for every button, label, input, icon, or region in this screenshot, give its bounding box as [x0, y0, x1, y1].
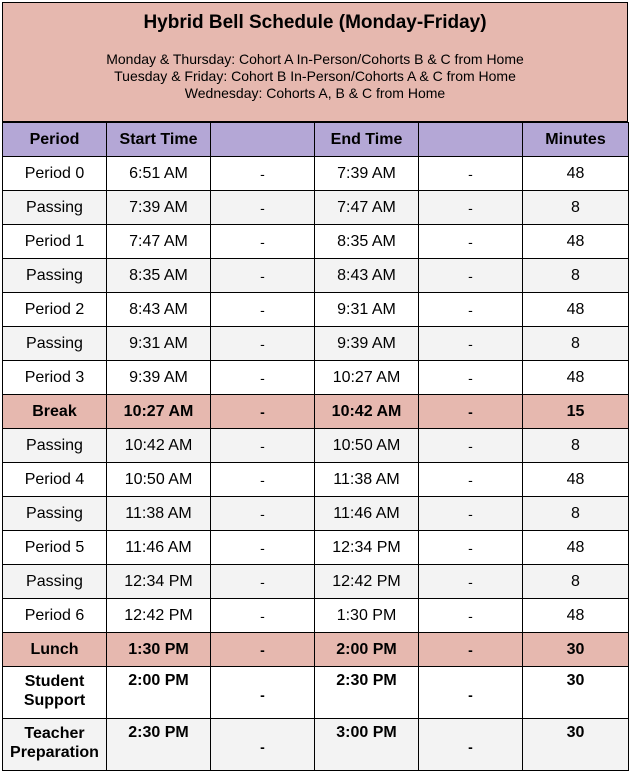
dash-cell: -: [419, 633, 523, 667]
period-cell: Lunch: [3, 633, 107, 667]
period-label-line: Student: [24, 673, 85, 690]
dash-cell: -: [211, 463, 315, 497]
bell-schedule-table: [2, 122, 629, 771]
start-cell: 2:30 PM: [107, 719, 211, 771]
end-cell: 10:50 AM: [315, 429, 419, 463]
header-start-time: Start Time: [107, 123, 211, 157]
dash-cell: -: [419, 259, 523, 293]
dash-cell: -: [211, 225, 315, 259]
table-row: [3, 157, 629, 191]
end-cell: 3:00 PM: [315, 719, 419, 771]
cohort-note: Monday & Thursday: Cohort A In-Person/Cohorts B & C from Home: [106, 51, 524, 67]
start-cell: 8:43 AM: [107, 293, 211, 327]
schedule-sheet: [2, 2, 628, 771]
table-row: [3, 361, 629, 395]
end-cell: 2:00 PM: [315, 633, 419, 667]
period-label-line: Teacher: [24, 725, 85, 742]
header-row: [3, 123, 629, 157]
header-period: Period: [3, 123, 107, 157]
dash-cell: -: [419, 599, 523, 633]
cohort-note: Tuesday & Friday: Cohort B In-Person/Cohorts A & C from Home: [114, 68, 516, 84]
dash-cell: -: [211, 599, 315, 633]
minutes-cell: 48: [523, 157, 629, 191]
end-cell: 10:27 AM: [315, 361, 419, 395]
period-label-line: Preparation: [10, 744, 99, 761]
dash-cell: -: [211, 191, 315, 225]
dash-cell: -: [419, 327, 523, 361]
dash-cell: -: [211, 719, 315, 771]
dash-cell: -: [419, 719, 523, 771]
end-cell: 2:30 PM: [315, 667, 419, 719]
end-cell: 7:47 AM: [315, 191, 419, 225]
schedule-title: Hybrid Bell Schedule (Monday-Friday): [143, 12, 487, 33]
dash-cell: -: [419, 463, 523, 497]
table-row: [3, 565, 629, 599]
end-cell: 7:39 AM: [315, 157, 419, 191]
dash-cell: -: [211, 633, 315, 667]
start-cell: 7:47 AM: [107, 225, 211, 259]
period-cell: [3, 667, 107, 719]
minutes-cell: 8: [523, 497, 629, 531]
header-separator: [419, 123, 523, 157]
minutes-cell: 48: [523, 531, 629, 565]
period-cell: Passing: [3, 565, 107, 599]
minutes-cell: 30: [523, 719, 629, 771]
table-row-student-support: [3, 667, 629, 719]
start-cell: 12:34 PM: [107, 565, 211, 599]
period-cell: Period 6: [3, 599, 107, 633]
dash-cell: -: [419, 225, 523, 259]
dash-cell: -: [211, 497, 315, 531]
table-row: [3, 293, 629, 327]
start-cell: 8:35 AM: [107, 259, 211, 293]
period-cell: Passing: [3, 497, 107, 531]
table-row: [3, 327, 629, 361]
start-cell: 10:50 AM: [107, 463, 211, 497]
minutes-cell: 30: [523, 667, 629, 719]
minutes-cell: 8: [523, 429, 629, 463]
table-row: [3, 463, 629, 497]
table-row: [3, 497, 629, 531]
table-row: [3, 531, 629, 565]
minutes-cell: 15: [523, 395, 629, 429]
table-row: [3, 429, 629, 463]
dash-cell: -: [211, 531, 315, 565]
dash-cell: -: [419, 429, 523, 463]
end-cell: 10:42 AM: [315, 395, 419, 429]
dash-cell: -: [211, 157, 315, 191]
header-separator: [211, 123, 315, 157]
period-cell: [3, 719, 107, 771]
minutes-cell: 8: [523, 565, 629, 599]
end-cell: 12:34 PM: [315, 531, 419, 565]
dash-cell: -: [419, 191, 523, 225]
end-cell: 8:35 AM: [315, 225, 419, 259]
dash-cell: -: [419, 667, 523, 719]
table-row-break: [3, 395, 629, 429]
start-cell: 10:42 AM: [107, 429, 211, 463]
start-cell: 11:38 AM: [107, 497, 211, 531]
header-minutes: Minutes: [523, 123, 629, 157]
start-cell: 1:30 PM: [107, 633, 211, 667]
minutes-cell: 48: [523, 599, 629, 633]
period-cell: Passing: [3, 259, 107, 293]
start-cell: 12:42 PM: [107, 599, 211, 633]
dash-cell: -: [211, 361, 315, 395]
end-cell: 9:39 AM: [315, 327, 419, 361]
dash-cell: -: [211, 327, 315, 361]
dash-cell: -: [419, 293, 523, 327]
dash-cell: -: [419, 531, 523, 565]
period-cell: Period 1: [3, 225, 107, 259]
cohort-note: Wednesday: Cohorts A, B & C from Home: [184, 85, 446, 101]
dash-cell: -: [211, 667, 315, 719]
start-cell: 11:46 AM: [107, 531, 211, 565]
period-cell: Period 4: [3, 463, 107, 497]
start-cell: 2:00 PM: [107, 667, 211, 719]
dash-cell: -: [211, 293, 315, 327]
end-cell: 11:46 AM: [315, 497, 419, 531]
dash-cell: -: [211, 565, 315, 599]
end-cell: 8:43 AM: [315, 259, 419, 293]
period-cell: Period 0: [3, 157, 107, 191]
start-cell: 7:39 AM: [107, 191, 211, 225]
period-cell: Passing: [3, 191, 107, 225]
minutes-cell: 48: [523, 293, 629, 327]
period-cell: Period 5: [3, 531, 107, 565]
header-end-time: End Time: [315, 123, 419, 157]
table-row: [3, 259, 629, 293]
period-cell: Period 3: [3, 361, 107, 395]
title-block: [2, 2, 628, 122]
period-cell: Passing: [3, 429, 107, 463]
table-row: [3, 191, 629, 225]
dash-cell: -: [419, 361, 523, 395]
minutes-cell: 8: [523, 259, 629, 293]
cohort-notes: [3, 51, 627, 102]
dash-cell: -: [419, 497, 523, 531]
minutes-cell: 8: [523, 327, 629, 361]
start-cell: 10:27 AM: [107, 395, 211, 429]
minutes-cell: 8: [523, 191, 629, 225]
end-cell: 11:38 AM: [315, 463, 419, 497]
minutes-cell: 48: [523, 463, 629, 497]
minutes-cell: 30: [523, 633, 629, 667]
start-cell: 9:31 AM: [107, 327, 211, 361]
table-row-teacher-preparation: [3, 719, 629, 771]
dash-cell: -: [419, 565, 523, 599]
period-cell: Passing: [3, 327, 107, 361]
table-row-lunch: [3, 633, 629, 667]
end-cell: 12:42 PM: [315, 565, 419, 599]
end-cell: 9:31 AM: [315, 293, 419, 327]
start-cell: 6:51 AM: [107, 157, 211, 191]
dash-cell: -: [211, 395, 315, 429]
dash-cell: -: [211, 259, 315, 293]
period-cell: Period 2: [3, 293, 107, 327]
minutes-cell: 48: [523, 225, 629, 259]
table-row: [3, 599, 629, 633]
dash-cell: -: [419, 395, 523, 429]
period-label-line: Support: [23, 692, 86, 709]
table-row: [3, 225, 629, 259]
end-cell: 1:30 PM: [315, 599, 419, 633]
dash-cell: -: [419, 157, 523, 191]
start-cell: 9:39 AM: [107, 361, 211, 395]
period-cell: Break: [3, 395, 107, 429]
dash-cell: -: [211, 429, 315, 463]
minutes-cell: 48: [523, 361, 629, 395]
